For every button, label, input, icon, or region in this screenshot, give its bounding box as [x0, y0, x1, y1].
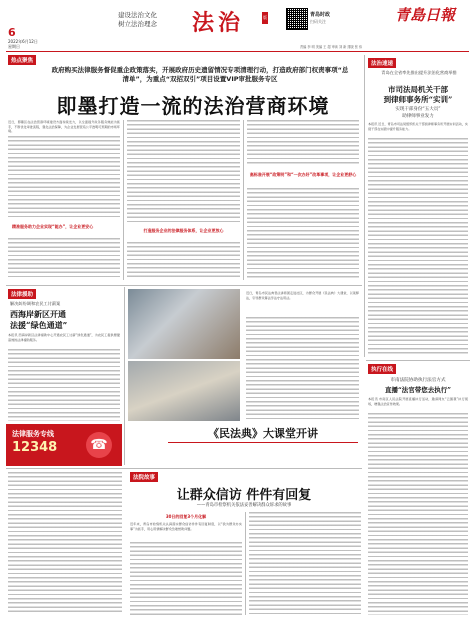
- left-headline-2: 法援“绿色通道”: [10, 320, 68, 330]
- right-headline-1: 市司法局机关干部: [388, 85, 448, 94]
- lead-sub-3: 高标准开展“政策明”和“一次办好”改革事项，让企业更舒心: [249, 172, 357, 177]
- page-header: [0, 0, 475, 55]
- col-divider: [243, 120, 244, 280]
- day-line: 星期日: [8, 44, 20, 49]
- lead-body-lines: [127, 120, 240, 222]
- bottom-right-tag: 执行在线: [368, 364, 396, 374]
- bottom-right-body-lines: [368, 413, 468, 615]
- qr-code-icon: [286, 8, 308, 30]
- section-title: 法治: [192, 10, 245, 36]
- left-kicker: 解决纠纷调和农民工讨薪案: [10, 301, 61, 306]
- lead-body-lines: [8, 238, 120, 280]
- bottom-right-body-text: 本报讯 市南区人民法院开展直播执行活动，邀请网友“云围观”执行现场，增强法治宣传效果。: [368, 397, 468, 406]
- feature-body-text: 近日，青岛市民法典普法讲师团走进社区，为群众开展《民法典》大课堂，以案释法，引导群众尊法学法守法用法。: [246, 291, 359, 300]
- lead-sub-2: 打造服务企业的法律服务体系，让企业更放心: [143, 228, 224, 233]
- bottom-sub-1: 30日的回复3个月化解: [165, 514, 207, 519]
- feature-photo: [128, 289, 240, 359]
- right-column-divider: [364, 55, 365, 357]
- section-divider: [366, 360, 470, 361]
- left-body-text: 本报讯 西海岸新区法律援助中心开通农民工讨薪“绿色通道”，为农民工提供便捷高效的法律援助服务。: [8, 333, 120, 342]
- right-tag: 法治速递: [368, 58, 396, 68]
- bottom-headline: 让群众信访 件件有回复: [176, 488, 312, 503]
- col-divider: [123, 120, 124, 280]
- lead-body-col-3: [247, 120, 359, 280]
- masthead-logo: 青島日報: [395, 6, 456, 24]
- bottom-body-lines: [130, 542, 242, 615]
- section-divider: [6, 468, 362, 469]
- header-slogan-1: 建设法治文化: [118, 11, 157, 19]
- bottom-left-lines: [8, 472, 122, 615]
- lead-body-col-2: [127, 120, 240, 280]
- lead-headline: 即墨打造一流的法治营商环境: [56, 94, 330, 118]
- lead-body-lines: [8, 136, 120, 220]
- feature-box: [128, 289, 361, 465]
- bottom-subhead: ——青岛市检察机关依法妥善解决群众诉求的故事: [196, 503, 292, 508]
- header-slogan-2: 树立法治理念: [118, 20, 157, 28]
- bottom-right-headline-1: 市南法院协助执行法官方式: [390, 378, 446, 383]
- lead-body-lines: [127, 242, 240, 280]
- right-headline-3: 实现干部身份“五大员”: [395, 107, 441, 112]
- col-divider: [124, 287, 125, 465]
- bottom-body-text: 近年来，青岛市检察机关认真落实群众信访件件有回复制度，以“我为群众办实事”为抓手，用心用情解决群众急难愁盼问题。: [130, 522, 242, 531]
- date-line: 2022年6月12日: [8, 39, 38, 44]
- lead-tag: 热点聚焦: [8, 55, 36, 65]
- right-body-text: 本报讯 近日，青岛市司法局组织机关干部到律师事务所开展实训活动，实现干部在实践中提升服务能力。: [368, 122, 468, 131]
- app-sub: 扫码关注: [310, 19, 326, 24]
- right-headline-4: 助律师事业发力: [402, 114, 434, 119]
- lead-subhead: 政府购买法律服务督促重企政策落实，开展政府历史遗留情况专项清理行动，打造政府部门权责事项“总清单”，为重点“双招双引”项目设置VIP审批服务专区: [51, 66, 349, 83]
- legal-hotline-ad: [6, 424, 122, 466]
- left-body-lines: [8, 349, 120, 421]
- hotline-number: 12348: [12, 440, 58, 455]
- lead-body-lines: [247, 188, 359, 280]
- page-number: 6: [8, 26, 16, 39]
- right-headline-sub: 青岛在全省率先推出提升法治化营商举措: [381, 70, 457, 75]
- feature-photo-2: [128, 361, 240, 421]
- bottom-col-1: [130, 512, 242, 615]
- lead-body-lines: [247, 120, 359, 164]
- header-divider: [6, 51, 469, 52]
- feature-title-rule: [168, 442, 358, 443]
- right-headline-2: 到律师事务所“实训”: [383, 95, 453, 104]
- lead-body-text: 近日，即墨区在法治营商环境建设方面持续发力，以全面提升政务服务效能为抓手，不断优化审批流程，强化法治保障，为企业发展营造公平透明可预期的市场环境。: [8, 120, 120, 134]
- lead-body-col-1: [8, 120, 120, 280]
- bottom-right-headline-2: 直播“法官带您去执行”: [385, 386, 451, 394]
- col-divider: [245, 512, 246, 615]
- left-headline-1: 西海岸新区开通: [10, 309, 66, 319]
- feature-body-lines: [246, 317, 359, 421]
- lead-sub-1: 精准服务助力企业实现“能办”，让企业更安心: [12, 224, 94, 229]
- phone-icon: ☎: [86, 432, 112, 458]
- right-body-lines: [368, 138, 468, 356]
- editor-line: 责编 李 明 美编 王 超 审读 刘 新 排版 张 伟: [300, 45, 363, 49]
- hotline-label: 法律服务专线: [12, 429, 54, 438]
- left-tag: 法律援助: [8, 289, 36, 299]
- section-side: 版: [262, 12, 268, 24]
- app-name: 青岛时政: [310, 12, 331, 18]
- section-divider: [6, 285, 362, 286]
- feature-title: 《民法典》大课堂开讲: [208, 427, 318, 440]
- bottom-tag: 法院故事: [130, 472, 158, 482]
- bottom-col-2-lines: [249, 512, 361, 615]
